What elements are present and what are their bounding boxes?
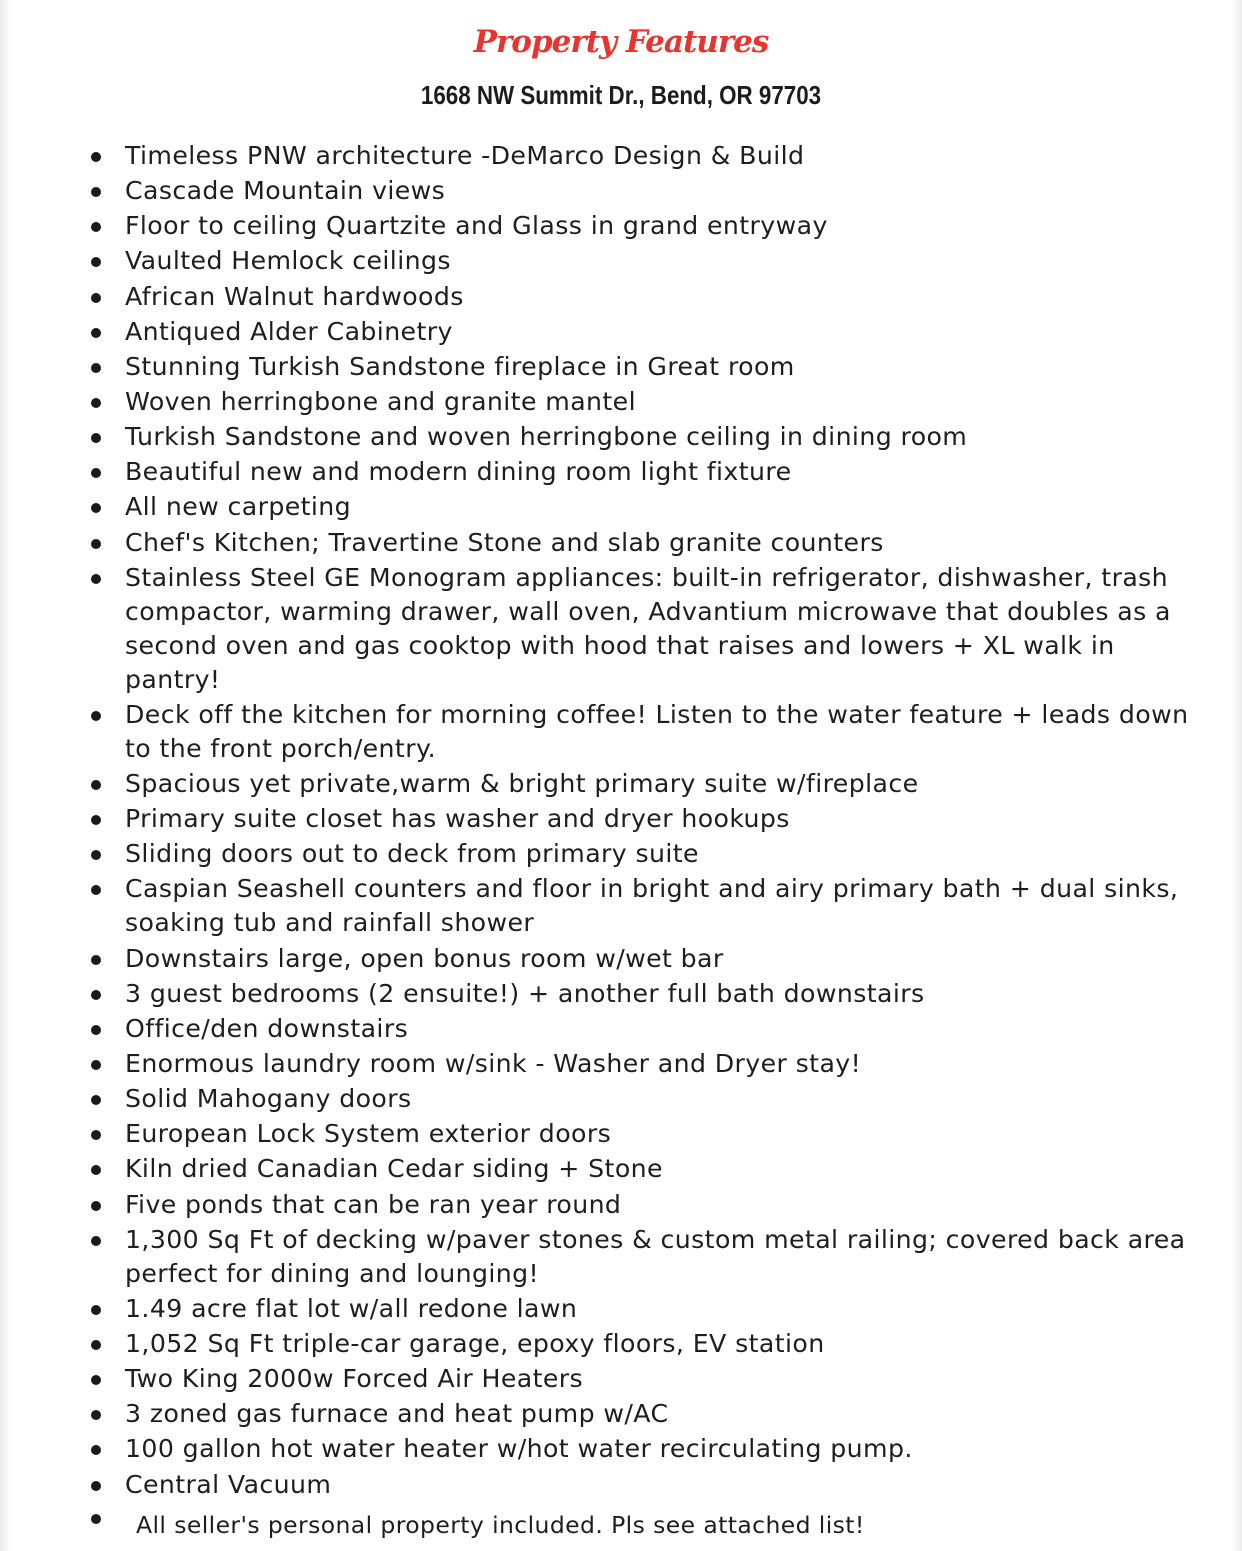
feature-text: Turkish Sandstone and woven herringbone ceiling in dining room [125,422,968,452]
bullet-dot-icon [91,1025,101,1035]
bullet-dot-icon [91,328,101,338]
list-item [0,1397,1242,1431]
list-item [0,385,1242,419]
feature-text: Timeless PNW architecture -DeMarco Design & Build [125,141,805,170]
bullet-dot-icon [91,711,101,721]
feature-text: Woven herringbone and granite mantel [125,386,636,416]
list-item [0,1223,1242,1291]
list-item [0,1082,1242,1116]
list-item [0,1152,1242,1186]
page-title: Property Features [473,24,769,60]
bullet-dot-icon [91,1130,101,1140]
list-item [0,174,1242,208]
list-item [0,1188,1242,1222]
feature-text: Downstairs large, open bonus room w/wet bar [125,943,724,973]
bullet-dot-icon [91,468,101,478]
list-item [0,1432,1242,1466]
bullet-dot-icon [91,1410,101,1420]
list-item [0,1327,1242,1361]
bullet-dot-icon [91,1481,101,1491]
bullet-dot-icon [91,780,101,790]
list-item [0,455,1242,489]
feature-list [0,139,1242,1543]
feature-text: 3 guest bedrooms (2 ensuite!) + another full bath downstairs [125,978,925,1008]
list-item [0,1012,1242,1046]
list-item [0,280,1242,314]
list-item [0,139,1242,173]
feature-text: Stunning Turkish Sandstone fireplace in Great room [125,351,795,381]
list-item [0,1117,1242,1151]
feature-text: All seller's personal property included. Pls see attached list! [136,1510,865,1539]
feature-text: Five ponds that can be ran year round [125,1189,622,1219]
list-item [0,244,1242,278]
bullet-dot-icon [91,885,101,895]
bullet-dot-icon [91,850,101,860]
bullet-dot-icon [91,1375,101,1385]
list-item [0,698,1242,766]
bullet-dot-icon [91,990,101,1000]
feature-text: 3 zoned gas furnace and heat pump w/AC [125,1399,669,1429]
list-item [0,420,1242,454]
bullet-dot-icon [91,1095,101,1105]
list-item [0,1362,1242,1396]
list-item [0,802,1242,836]
bullet-dot-icon [91,1201,101,1211]
property-address: 1668 NW Summit Dr., Bend, OR 97703 [420,80,822,110]
feature-text: All new carpeting [125,492,352,522]
list-item [0,490,1242,524]
list-item [0,1508,1242,1542]
bullet-dot-icon [91,293,101,303]
list-item [0,1468,1242,1502]
bullet-dot-icon [91,187,101,197]
feature-text: Beautiful new and modern dining room light fixture [125,457,792,487]
feature-text: African Walnut hardwoods [125,281,464,311]
feature-text: European Lock System exterior doors [125,1119,612,1149]
feature-text: 1,300 Sq Ft of decking w/paver stones & custom metal railing; covered back area perfect for dining and lounging! [125,1224,1186,1288]
list-item [0,837,1242,871]
list-item [0,977,1242,1011]
feature-text: Chef's Kitchen; Travertine Stone and slab granite counters [125,527,884,557]
feature-text: Solid Mahogany doors [125,1084,412,1114]
bullet-dot-icon [91,539,101,549]
list-item [0,561,1242,697]
bullet-dot-icon [91,152,101,162]
bullet-dot-icon [91,433,101,443]
bullet-dot-icon [91,398,101,408]
bullet-dot-icon [91,503,101,513]
list-item [0,209,1242,243]
bullet-dot-icon [91,1236,101,1246]
feature-text: Two King 2000w Forced Air Heaters [125,1364,584,1394]
feature-text: Caspian Seashell counters and floor in bright and airy primary bath + dual sinks, soaking tub and rainfall shower [125,874,1179,938]
list-item [0,526,1242,560]
list-item [0,767,1242,801]
feature-text: Antiqued Alder Cabinetry [125,316,453,346]
feature-text: Stainless Steel GE Monogram appliances: built-in refrigerator, dishwasher, trash compactor, warming drawer, wall oven, Advantium microwave that doubles as a second oven and gas cooktop with hood that raises and lowers + XL walk in pantry! [125,562,1171,694]
bullet-dot-icon [91,955,101,965]
list-item [0,315,1242,349]
list-item [0,1292,1242,1326]
feature-text: 1.49 acre flat lot w/all redone lawn [125,1293,578,1323]
list-item [0,350,1242,384]
feature-text: Spacious yet private,warm & bright primary suite w/fireplace [125,768,919,798]
feature-text: Central Vacuum [125,1469,332,1499]
bullet-dot-icon [91,257,101,267]
bullet-dot-icon [91,1340,101,1350]
feature-text: Enormous laundry room w/sink - Washer and Dryer stay! [125,1048,862,1078]
list-item [0,1047,1242,1081]
list-item [0,942,1242,976]
feature-text: Kiln dried Canadian Cedar siding + Stone [125,1154,663,1184]
feature-text: Vaulted Hemlock ceilings [125,246,451,276]
feature-text: Primary suite closet has washer and dryer hookups [125,804,790,834]
feature-text: Sliding doors out to deck from primary suite [125,839,699,869]
bullet-dot-icon [91,1165,101,1175]
bullet-dot-icon [91,1305,101,1315]
feature-text: 1,052 Sq Ft triple-car garage, epoxy floors, EV station [125,1328,825,1358]
bullet-dot-icon [91,574,101,584]
bullet-dot-icon [91,222,101,232]
list-item [0,872,1242,940]
feature-text: Office/den downstairs [125,1013,409,1043]
bullet-dot-icon [91,1445,101,1455]
bullet-dot-icon [91,1514,101,1524]
feature-text: 100 gallon hot water heater w/hot water recirculating pump. [125,1434,913,1464]
feature-text: Cascade Mountain views [125,176,446,206]
bullet-dot-icon [91,1060,101,1070]
bullet-dot-icon [91,363,101,373]
feature-text: Floor to ceiling Quartzite and Glass in grand entryway [125,211,828,241]
bullet-dot-icon [91,815,101,825]
feature-text: Deck off the kitchen for morning coffee! Listen to the water feature + leads down to the front porch/entry. [125,699,1189,763]
